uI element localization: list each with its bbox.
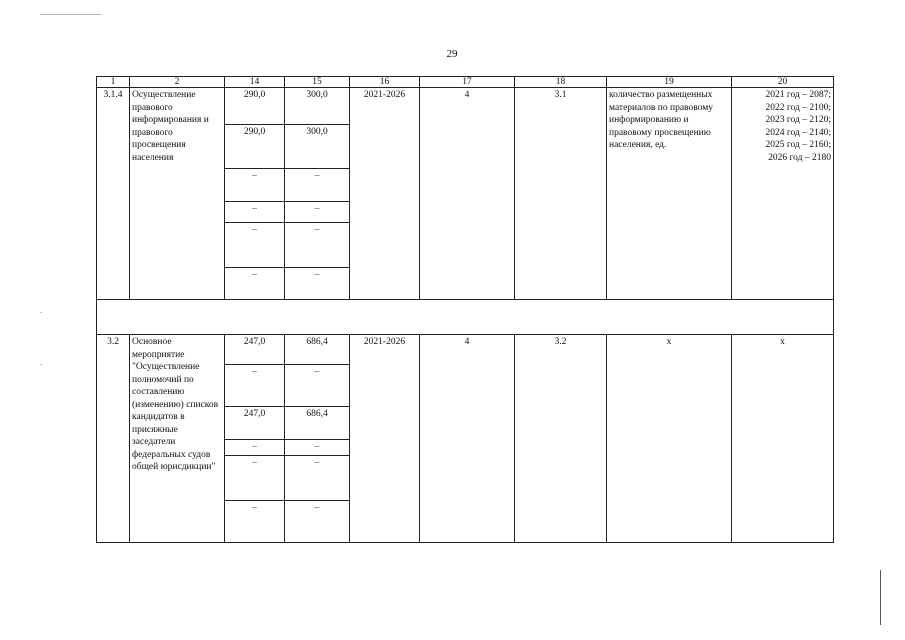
- target-item: 2023 год – 2120;: [765, 115, 831, 125]
- cell-col17: 4: [420, 335, 515, 543]
- cell-col15: –: [285, 223, 350, 268]
- cell-col15: –: [285, 500, 350, 542]
- cell-col14: –: [225, 500, 285, 542]
- row-code: 3.1.4: [97, 88, 130, 300]
- cell-col15: –: [285, 268, 350, 300]
- cell-col14: –: [225, 169, 285, 202]
- cell-col18: 3.2: [515, 335, 607, 543]
- cell-period: 2021-2026: [350, 335, 420, 543]
- cell-col17: 4: [420, 88, 515, 300]
- cell-col15: 300,0: [285, 125, 350, 169]
- cell-col14: 247,0: [225, 335, 285, 365]
- cell-indicator: х: [607, 335, 732, 543]
- cell-col15: –: [285, 455, 350, 500]
- column-header: 20: [732, 77, 834, 88]
- column-header: 18: [515, 77, 607, 88]
- column-header: 17: [420, 77, 515, 88]
- cell-col15: 686,4: [285, 407, 350, 440]
- scan-speck: [40, 312, 42, 313]
- scan-artifact-edge: [880, 570, 881, 625]
- cell-col14: –: [225, 365, 285, 407]
- column-header: 15: [285, 77, 350, 88]
- separator-row: [97, 300, 834, 335]
- cell-col14: –: [225, 202, 285, 223]
- cell-col14: –: [225, 268, 285, 300]
- cell-col14: 290,0: [225, 125, 285, 169]
- cell-col15: 686,4: [285, 335, 350, 365]
- target-item: 2024 год – 2140;: [765, 127, 831, 138]
- cell-col14: –: [225, 223, 285, 268]
- column-header: 16: [350, 77, 420, 88]
- row-name: Основное мероприятие "Осуществление полномочий по составлению (изменению) списков кандидатов в присяжные заседатели федеральных судов общей юрисдикции": [130, 335, 225, 543]
- cell-col14: –: [225, 440, 285, 456]
- page-number: 29: [446, 48, 458, 60]
- cell-targets: [732, 88, 834, 300]
- cell-col14: –: [225, 455, 285, 500]
- row-code: 3.2: [97, 335, 130, 543]
- cell-col15: 300,0: [285, 88, 350, 125]
- row-name: Осуществление правового информирования и правового просвещения населения: [130, 88, 225, 300]
- target-item: 2026 год – 2180: [768, 152, 831, 163]
- table-row: [97, 88, 834, 125]
- cell-col15: –: [285, 440, 350, 456]
- cell-targets: х: [732, 335, 834, 543]
- targets-list: [734, 89, 831, 164]
- cell-indicator: количество размещенных материалов по правовому информированию и правовому просвещению населения, ед.: [607, 88, 732, 300]
- target-item: 2022 год – 2100;: [765, 102, 831, 113]
- cell-col15: –: [285, 169, 350, 202]
- column-header: 2: [130, 77, 225, 88]
- column-header: 1: [97, 77, 130, 88]
- cell-col15: –: [285, 365, 350, 407]
- cell-period: 2021-2026: [350, 88, 420, 300]
- table-row: [97, 335, 834, 365]
- target-item: 2021 год – 2087;: [765, 90, 831, 100]
- cell-col18: 3.1: [515, 88, 607, 300]
- scan-artifact-line: [40, 14, 102, 15]
- scan-speck: [40, 364, 42, 365]
- separator-cell: [97, 300, 834, 335]
- column-header: 14: [225, 77, 285, 88]
- cell-col15: –: [285, 202, 350, 223]
- column-header-row: [97, 77, 834, 88]
- cell-col14: 290,0: [225, 88, 285, 125]
- target-item: 2025 год – 2160;: [765, 140, 831, 150]
- program-table: [96, 76, 834, 543]
- column-header: 19: [607, 77, 732, 88]
- cell-col14: 247,0: [225, 407, 285, 440]
